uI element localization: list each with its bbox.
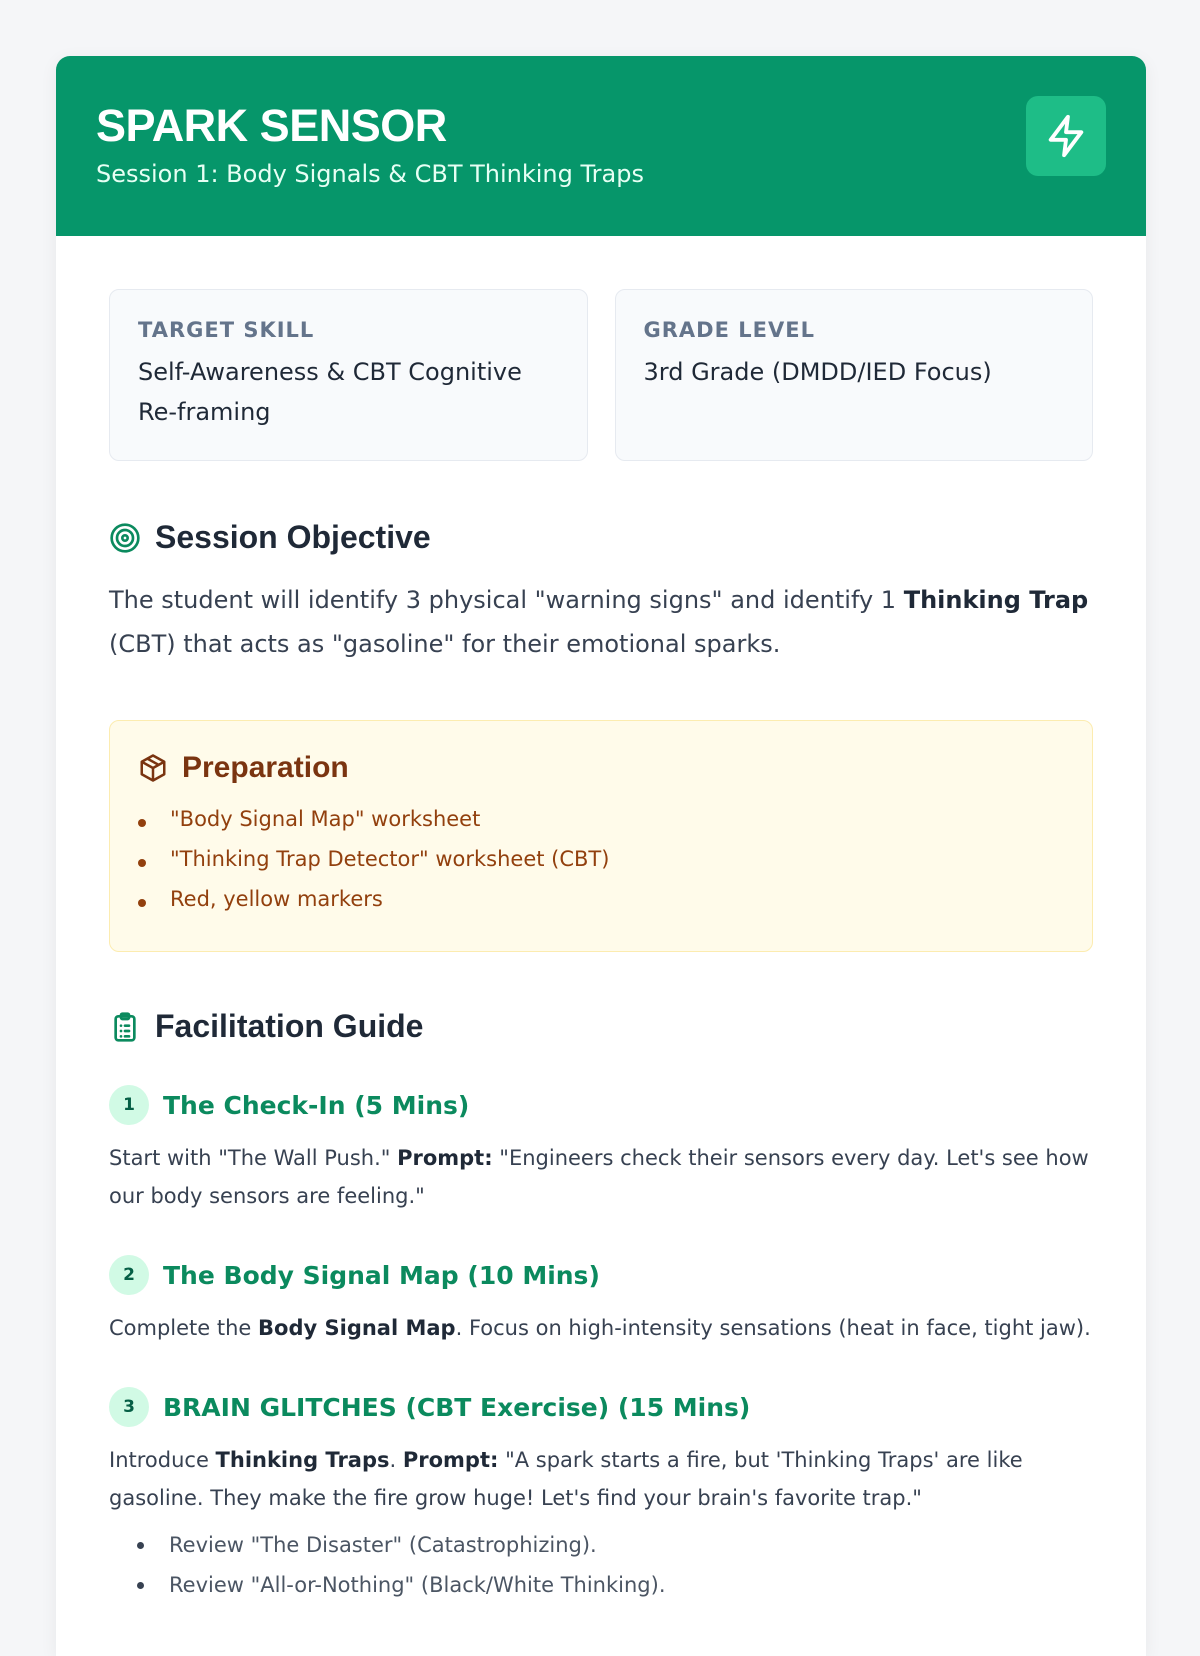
info-row: [109, 289, 1093, 461]
step-1: [109, 1085, 1093, 1215]
session-card: [56, 56, 1146, 1656]
facilitation-guide-heading-text: Facilitation Guide: [155, 1008, 424, 1044]
objective-text-part: (CBT) that acts as "gasoline" for their emotional sparks.: [109, 630, 781, 658]
target-skill-box: [109, 289, 588, 461]
step-text: "Engineers check their sensors every day. Let's see how our body sensors are feeling.": [109, 1146, 1089, 1208]
objective-bold-term: Thinking Trap: [903, 586, 1089, 614]
grade-level-value: 3rd Grade (DMDD/IED Focus): [643, 358, 992, 386]
step-bold-text: Thinking Traps: [215, 1448, 390, 1472]
package-icon: [138, 753, 168, 783]
step-body: [109, 1309, 1093, 1347]
preparation-list: [138, 807, 1064, 927]
step-body: [109, 1139, 1093, 1215]
list-item: "Body Signal Map" worksheet: [138, 807, 1064, 847]
step-bold-text: Body Signal Map: [258, 1316, 456, 1340]
header: [56, 56, 1146, 236]
step-number: 1: [109, 1085, 149, 1125]
step-number: 3: [109, 1387, 149, 1427]
step-header: [109, 1085, 1093, 1125]
step-text: Introduce: [109, 1448, 216, 1472]
page-subtitle: Session 1: Body Signals & CBT Thinking Traps: [96, 160, 644, 188]
step-title: BRAIN GLITCHES (CBT Exercise) (15 Mins): [163, 1392, 751, 1422]
preparation-heading: [138, 751, 1064, 785]
list-item: Red, yellow markers: [138, 887, 1064, 927]
step-title: The Body Signal Map (10 Mins): [163, 1260, 600, 1290]
target-icon: [109, 522, 141, 554]
step-2: [109, 1255, 1093, 1347]
preparation-heading-text: Preparation: [182, 751, 349, 784]
list-item: Review "The Disaster" (Catastrophizing).: [109, 1525, 1093, 1565]
step-body: [109, 1441, 1093, 1517]
clipboard-icon: [109, 1011, 141, 1043]
step-text: . Focus on high-intensity sensations (heat in face, tight jaw).: [455, 1316, 1091, 1340]
grade-level-box: [615, 289, 1094, 461]
step-text: .: [389, 1448, 403, 1472]
list-item: Review "All-or-Nothing" (Black/White Thinking).: [109, 1565, 1093, 1605]
objective-heading: [109, 519, 1093, 556]
step-bold-text: Prompt:: [402, 1448, 499, 1472]
objective-text: [109, 578, 1093, 666]
target-skill-label: TARGET SKILL: [138, 318, 315, 342]
objective-text-part: The student will identify 3 physical "warning signs" and identify 1: [109, 586, 904, 614]
step-text: Complete the: [109, 1316, 259, 1340]
step-header: [109, 1387, 1093, 1427]
target-skill-value: Self-Awareness & CBT Cognitive Re-framing: [138, 358, 522, 426]
step-3: [109, 1387, 1093, 1605]
step-text: Start with "The Wall Push.": [109, 1146, 398, 1170]
preparation-box: [109, 720, 1093, 952]
lightning-bolt-icon: [1026, 96, 1106, 176]
step-sub-list: [109, 1525, 1093, 1605]
step-number: 2: [109, 1255, 149, 1295]
step-text: "A spark starts a fire, but 'Thinking Traps' are like gasoline. They make the fire grow huge! Let's find your brain's favorite trap.": [109, 1448, 1023, 1510]
facilitation-guide-heading: [109, 1008, 1093, 1045]
main-content: [109, 289, 1093, 1605]
grade-level-label: GRADE LEVEL: [643, 318, 815, 342]
list-item: "Thinking Trap Detector" worksheet (CBT): [138, 847, 1064, 887]
step-title: The Check-In (5 Mins): [163, 1090, 470, 1120]
step-header: [109, 1255, 1093, 1295]
objective-heading-text: Session Objective: [155, 519, 431, 555]
step-bold-text: Prompt:: [397, 1146, 493, 1170]
page-title: SPARK SENSOR: [96, 100, 447, 151]
